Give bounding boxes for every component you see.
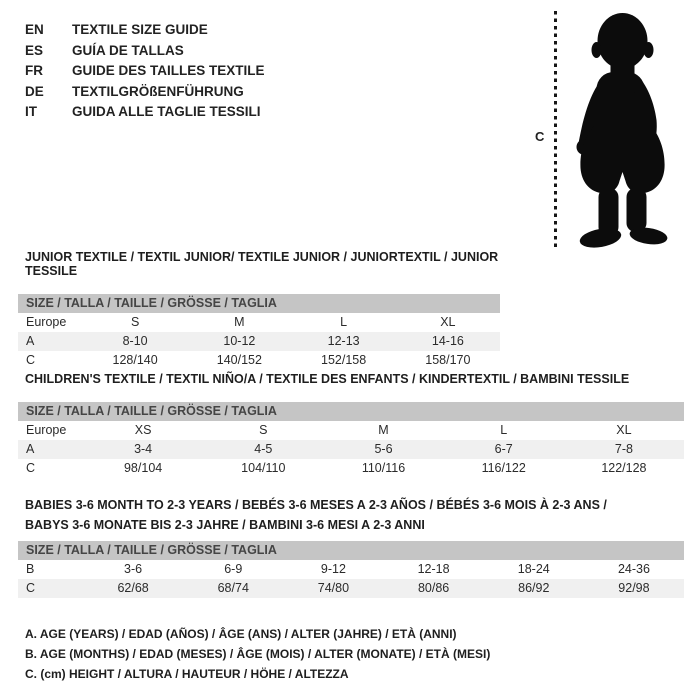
size-cell: L: [500, 423, 508, 437]
language-title: TEXTILE SIZE GUIDE: [72, 22, 208, 37]
value-cell: 3-4: [134, 442, 153, 456]
language-code: EN: [25, 22, 44, 37]
section-title: [18, 495, 684, 535]
value-cell: 110/116: [361, 461, 406, 475]
value-cell: 158/170: [425, 353, 471, 367]
row-label: Europe: [26, 315, 67, 329]
value-cell: 92/98: [618, 581, 650, 595]
row-label: C: [26, 581, 36, 595]
value-cell: 6-7: [494, 442, 513, 456]
value-cell: 98/104: [123, 461, 163, 475]
size-cell: M: [378, 423, 389, 437]
section-title-line1: BABIES 3-6 MONTH TO 2-3 YEARS / BEBÉS 3-6 MESES A 2-3 AÑOS / BÉBÉS 3-6 MOIS À 2-3 ANS /: [25, 498, 607, 512]
table-row: [18, 421, 684, 440]
language-title: TEXTILGRÖßENFÜHRUNG: [72, 83, 244, 99]
value-cell: 9-12: [320, 562, 346, 576]
table-row: [18, 579, 684, 598]
section-childrens-textile: [18, 372, 684, 478]
value-cell: 12-13: [327, 334, 360, 348]
value-cell: 18-24: [517, 562, 550, 576]
value-cell: 24-36: [617, 562, 650, 576]
size-cell: XS: [134, 423, 152, 437]
value-cell: 104/110: [241, 461, 286, 475]
section-title-line2: BABYS 3-6 MONATE BIS 2-3 JAHRE / BAMBINI 3-6 MESI A 2-3 ANNI: [25, 518, 425, 532]
row-label: A: [26, 334, 35, 348]
value-cell: 3-6: [124, 562, 143, 576]
section-babies-textile: [18, 495, 684, 598]
section-title: CHILDREN'S TEXTILE / TEXTIL NIÑO/A / TEXTILE DES ENFANTS / KINDERTEXTIL / BAMBINI TESSILE: [25, 372, 630, 386]
value-cell: 86/92: [518, 581, 550, 595]
value-cell: 140/152: [216, 353, 262, 367]
language-title: GUIDE DES TAILLES TEXTILE: [72, 63, 265, 78]
language-row-en: [25, 20, 265, 41]
language-code: ES: [25, 42, 44, 58]
value-cell: 6-9: [224, 562, 243, 576]
language-row-de: [25, 82, 265, 103]
section-title: JUNIOR TEXTILE / TEXTIL JUNIOR/ TEXTILE JUNIOR / JUNIORTEXTIL / JUNIOR TESSILE: [25, 250, 499, 278]
note-a: A. AGE (YEARS) / EDAD (AÑOS) / ÂGE (ANS) / ALTER (JAHRE) / ETÀ (ANNI): [25, 627, 457, 641]
language-code: DE: [25, 83, 44, 99]
size-cell: M: [234, 315, 245, 329]
size-cell: S: [130, 315, 140, 329]
toddler-silhouette-icon: [565, 10, 685, 252]
value-cell: 116/122: [481, 461, 526, 475]
language-list: [25, 20, 265, 123]
legend-notes: [25, 624, 490, 684]
language-row-it: [25, 102, 265, 123]
measurement-figure: [528, 8, 693, 256]
size-cell: XL: [440, 315, 456, 329]
language-row-fr: [25, 61, 265, 82]
value-cell: 10-12: [223, 334, 256, 348]
value-cell: 7-8: [614, 442, 633, 456]
note-c: C. (cm) HEIGHT / ALTURA / HAUTEUR / HÖHE / ALTEZZA: [25, 667, 349, 681]
table-row: [18, 313, 500, 332]
note-b: B. AGE (MONTHS) / EDAD (MESES) / ÂGE (MOIS) / ALTER (MONATE) / ETÀ (MESI): [25, 647, 491, 661]
section-junior-textile: [18, 250, 500, 370]
row-label: Europe: [26, 423, 67, 437]
value-cell: 14-16: [431, 334, 464, 348]
value-cell: 4-5: [254, 442, 273, 456]
size-cell: XL: [616, 423, 632, 437]
value-cell: 128/140: [112, 353, 158, 367]
table-row: [18, 560, 684, 579]
table-row: [18, 440, 684, 459]
value-cell: 152/158: [321, 353, 367, 367]
value-cell: 5-6: [374, 442, 393, 456]
table-row: [18, 459, 684, 478]
value-cell: 122/128: [601, 461, 647, 475]
value-cell: 8-10: [122, 334, 148, 348]
size-cell: S: [259, 423, 268, 437]
size-header-bar: SIZE / TALLA / TAILLE / GRÖSSE / TAGLIA: [18, 402, 684, 421]
size-header-bar: SIZE / TALLA / TAILLE / GRÖSSE / TAGLIA: [18, 294, 500, 313]
value-cell: 80/86: [417, 581, 450, 595]
language-row-es: [25, 41, 265, 62]
size-header-bar: SIZE / TALLA / TAILLE / GRÖSSE / TAGLIA: [18, 541, 684, 560]
language-code: FR: [25, 63, 43, 78]
row-label: B: [26, 562, 35, 576]
table-row: [18, 351, 500, 370]
table-row: [18, 332, 500, 351]
value-cell: 62/68: [117, 581, 149, 595]
language-title: GUIDA ALLE TAGLIE TESSILI: [72, 104, 261, 119]
size-cell: L: [340, 315, 348, 329]
row-label: C: [26, 353, 36, 367]
value-cell: 12-18: [417, 562, 450, 576]
language-code: IT: [25, 104, 37, 119]
height-dashed-line: [554, 11, 557, 249]
language-title: GUÍA DE TALLAS: [72, 42, 184, 58]
measure-c-label: C: [535, 129, 545, 144]
value-cell: 68/74: [217, 581, 249, 595]
row-label: A: [26, 442, 35, 456]
value-cell: 74/80: [317, 581, 350, 595]
row-label: C: [26, 461, 36, 475]
